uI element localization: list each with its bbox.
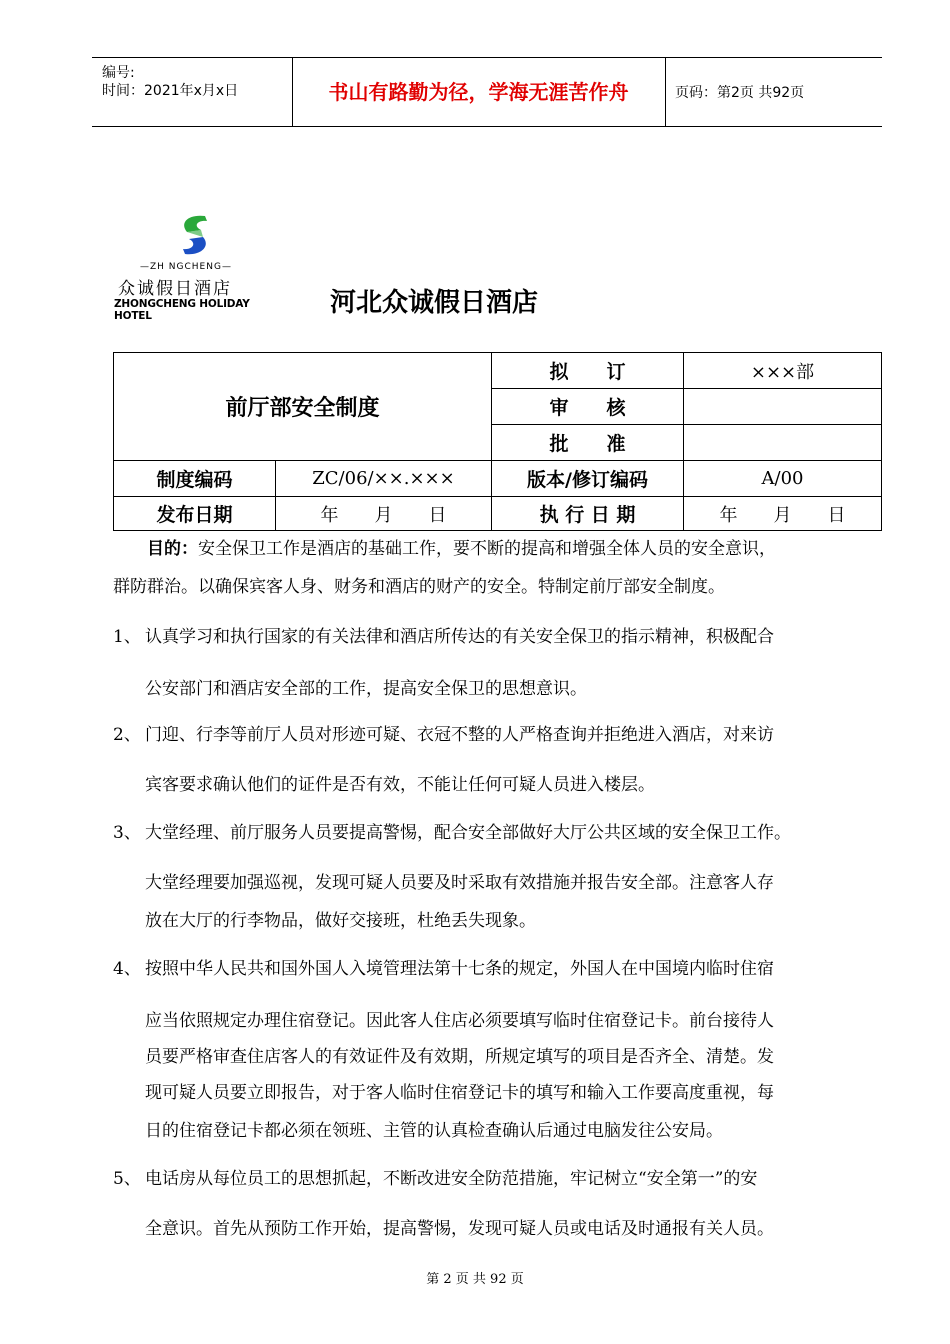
purpose-line-2: 群防群治。以确保宾客人身、财务和酒店的财产的安全。特制定前厅部安全制度。 — [113, 577, 725, 597]
hotel-logo — [110, 208, 290, 322]
logo-pinyin: —ZH NGCHENG— — [140, 262, 232, 272]
list-item-line: 大堂经理要加强巡视，发现可疑人员要及时采取有效措施并报告安全部。注意客人存 — [145, 873, 774, 893]
page-header — [92, 57, 882, 127]
code-label: 制度编码 — [114, 461, 276, 497]
purpose-label: 目的： — [147, 539, 198, 559]
header-meta — [92, 58, 293, 126]
list-item-number: 2、 — [113, 725, 141, 745]
reviewed-label: 审 核 — [492, 389, 684, 425]
purpose-text-1: 安全保卫工作是酒店的基础工作，要不断的提高和增强全体人员的安全意识， — [198, 539, 776, 559]
approved-value — [684, 425, 882, 461]
time-label: 时间：2021年x月x日 — [102, 83, 239, 99]
number-label: 编号: — [102, 65, 135, 81]
version-value: A/00 — [684, 461, 882, 497]
drafted-label: 拟 订 — [492, 353, 684, 389]
list-item-line: 宾客要求确认他们的证件是否有效，不能让任何可疑人员进入楼层。 — [145, 775, 655, 795]
page-title: 河北众诚假日酒店 — [330, 288, 539, 318]
code-value: ZC/06/××.××× — [276, 461, 492, 497]
approved-label: 批 准 — [492, 425, 684, 461]
version-label: 版本/修订编码 — [492, 461, 684, 497]
document-info-table — [113, 352, 882, 531]
execute-date-value: 年 月 日 — [684, 497, 882, 531]
list-item-line: 应当依照规定办理住宿登记。因此客人住店必须要填写临时住宿登记卡。前台接待人 — [145, 1011, 774, 1031]
reviewed-value — [684, 389, 882, 425]
execute-date-label: 执 行 日 期 — [492, 497, 684, 531]
list-item-line: 按照中华人民共和国外国人入境管理法第十七条的规定，外国人在中国境内临时住宿 — [145, 959, 774, 979]
publish-date-value: 年 月 日 — [276, 497, 492, 531]
list-item-number: 5、 — [113, 1169, 141, 1189]
logo-name-cn: 众诚假日酒店 — [118, 279, 232, 299]
list-item-number: 4、 — [113, 959, 141, 979]
header-page-info: 页码：第2页 共92页 — [675, 85, 805, 101]
purpose-line-1 — [147, 534, 776, 559]
list-item-line: 电话房从每位员工的思想抓起，不断改进安全防范措施，牢记树立“安全第一”的安 — [145, 1169, 758, 1189]
list-item-number: 3、 — [113, 823, 141, 843]
publish-date-label: 发布日期 — [114, 497, 276, 531]
list-item-line: 公安部门和酒店安全部的工作，提高安全保卫的思想意识。 — [145, 679, 587, 699]
system-name: 前厅部安全制度 — [114, 353, 492, 461]
list-item-line: 现可疑人员要立即报告，对于客人临时住宿登记卡的填写和输入工作要高度重视，每 — [145, 1083, 774, 1103]
list-item-line: 门迎、行李等前厅人员对形迹可疑、衣冠不整的人严格查询并拒绝进入酒店，对来访 — [145, 725, 774, 745]
logo-name-en: ZHONGCHENG HOLIDAY HOTEL — [114, 298, 250, 322]
logo-mark-icon — [175, 212, 215, 258]
header-motto: 书山有路勤为径，学海无涯苦作舟 — [292, 58, 666, 126]
list-item-line: 全意识。首先从预防工作开始，提高警惕，发现可疑人员或电话及时通报有关人员。 — [145, 1219, 774, 1239]
list-item-line: 员要严格审查住店客人的有效证件及有效期，所规定填写的项目是否齐全、清楚。发 — [145, 1047, 774, 1067]
page-footer: 第 2 页 共 92 页 — [426, 1272, 524, 1287]
list-item-number: 1、 — [113, 627, 141, 647]
drafted-value: ×××部 — [684, 353, 882, 389]
list-item-line: 日的住宿登记卡都必须在领班、主管的认真检查确认后通过电脑发往公安局。 — [145, 1121, 723, 1141]
list-item-line: 认真学习和执行国家的有关法律和酒店所传达的有关安全保卫的指示精神，积极配合 — [145, 627, 774, 647]
list-item-line: 大堂经理、前厅服务人员要提高警惕，配合安全部做好大厅公共区域的安全保卫工作。 — [145, 823, 791, 843]
list-item-line: 放在大厅的行李物品，做好交接班，杜绝丢失现象。 — [145, 911, 536, 931]
